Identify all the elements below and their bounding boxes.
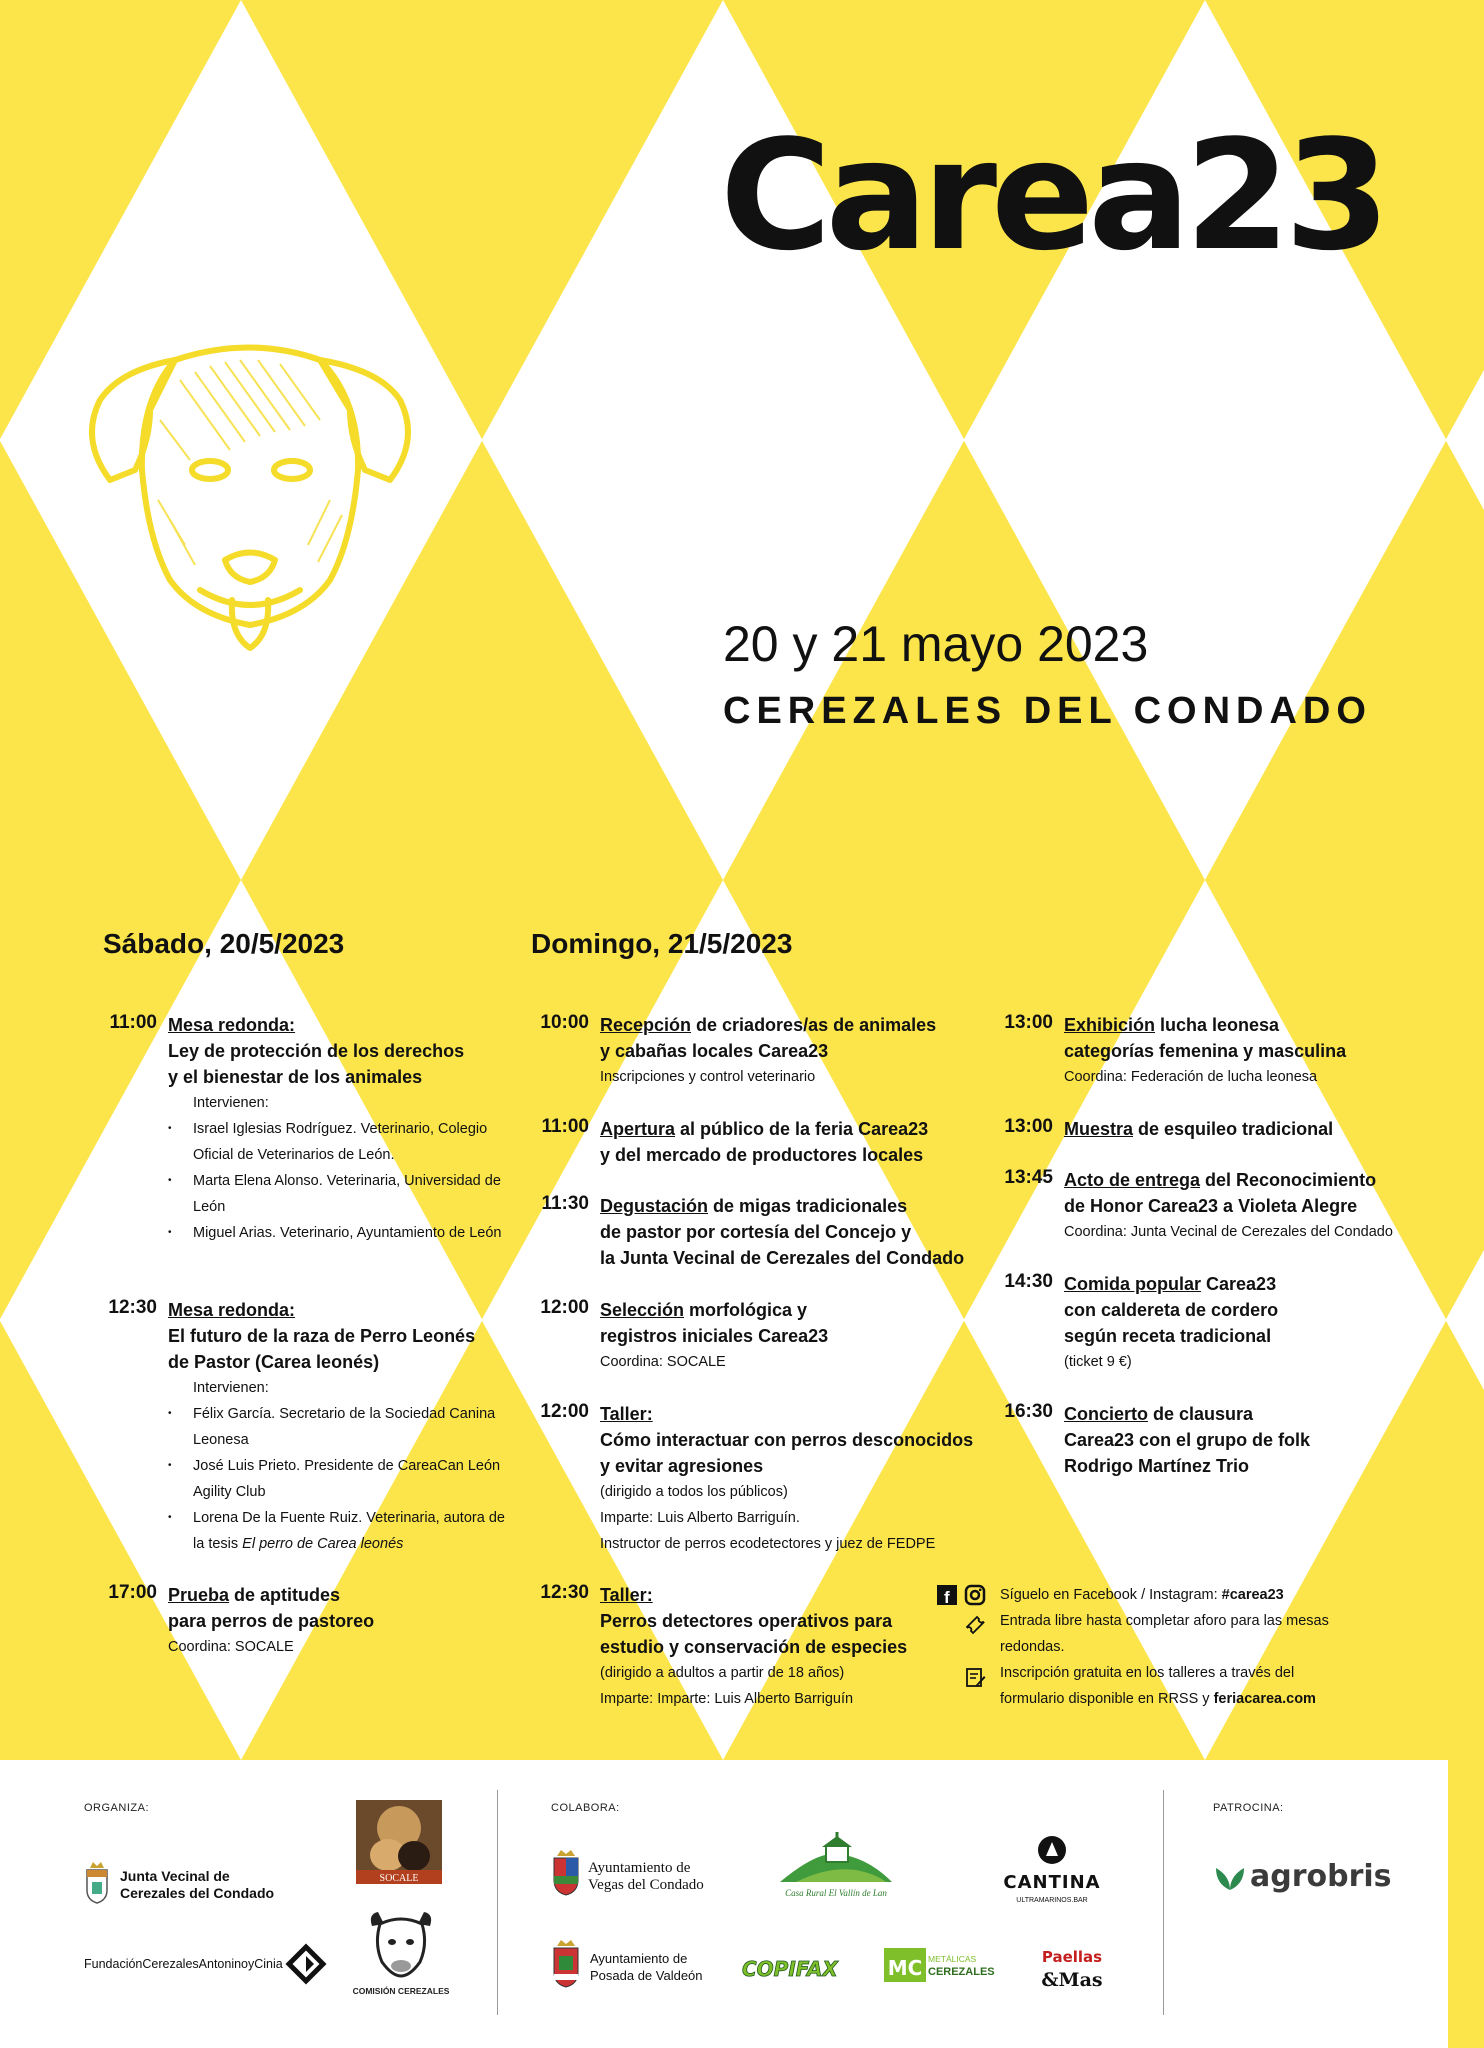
- workshop-info: [1000, 1660, 1330, 1712]
- event-time: 11:30: [541, 1193, 589, 1214]
- instagram-icon: [964, 1584, 986, 1606]
- event-line: con caldereta de cordero: [1064, 1300, 1279, 1320]
- paellas-line2: &Mas: [1041, 1969, 1103, 1991]
- cantina-sub: ULTRAMARINOS.BAR: [1016, 1897, 1088, 1904]
- entry-text: Entrada libre hasta completar aforo para las mesas redondas.: [1000, 1613, 1329, 1655]
- socale-name: SOCALE: [379, 1873, 419, 1884]
- event-keyword: Recepción: [600, 1015, 692, 1035]
- vegas-logo: [588, 1860, 704, 1894]
- vegas-line: Ayuntamiento de: [588, 1860, 691, 1876]
- speaker-item: • Félix García. Secretario de la Sociedad Canina Leonesa: [193, 1401, 508, 1453]
- event-time: 11:00: [541, 1116, 589, 1137]
- event-rest: morfológica y: [684, 1300, 808, 1320]
- mc-sub1: METÁLICAS: [928, 1954, 977, 1964]
- event-note: (ticket 9 €): [1064, 1354, 1132, 1370]
- event-line: Rodrigo Martínez Trio: [1064, 1456, 1250, 1476]
- workshop-text: Inscripción gratuita en los talleres a través del formulario disponible en RRSS y: [1000, 1665, 1295, 1707]
- event-line: Carea23 con el grupo de folk: [1064, 1430, 1311, 1450]
- casa-rural-logo: [776, 1832, 896, 1902]
- event-rest: de aptitudes: [229, 1585, 341, 1605]
- mc-mark: MC: [887, 1956, 923, 1980]
- social-text: Síguelo en Facebook / Instagram:: [1000, 1587, 1222, 1603]
- event-line: de Pastor (Carea leonés): [168, 1352, 380, 1372]
- event-rest: al público de la feria Carea23: [675, 1119, 929, 1139]
- event-keyword: Mesa redonda:: [168, 1015, 296, 1035]
- event-location: CEREZALES DEL CONDADO: [723, 690, 1372, 732]
- sponsors-footer: [0, 1760, 1448, 2048]
- event-rest: lucha leonesa: [1155, 1015, 1280, 1035]
- event-note: Coordina: SOCALE: [168, 1639, 294, 1655]
- organiza-label: ORGANIZA:: [84, 1802, 150, 1814]
- patrocina-label: PATROCINA:: [1213, 1802, 1284, 1814]
- event-time: 12:00: [540, 1297, 589, 1318]
- event-time: 17:00: [108, 1582, 157, 1603]
- copifax-name: COPIFAX: [742, 1957, 838, 1981]
- event-time: 16:30: [1004, 1401, 1053, 1422]
- event-line: y cabañas locales Carea23: [600, 1041, 829, 1061]
- event-rest: Carea23: [1201, 1274, 1277, 1294]
- website-link[interactable]: feriacarea.com: [1213, 1691, 1316, 1707]
- speaker-text: Lorena De la Fuente Ruiz. Veterinaria, autora de la tesis: [193, 1510, 505, 1552]
- event-dates: 20 y 21 mayo 2023: [723, 616, 1149, 672]
- event-time: 12:30: [108, 1297, 157, 1318]
- facebook-icon: [936, 1584, 958, 1606]
- cantina-name: CANTINA: [1003, 1872, 1101, 1893]
- event-time: 11:00: [109, 1012, 157, 1033]
- event-time: 12:00: [540, 1401, 589, 1422]
- event-rest: del Reconocimiento: [1200, 1170, 1377, 1190]
- speaker-item: • Miguel Arias. Veterinario, Ayuntamiento de León: [193, 1220, 508, 1246]
- junta-logo: [120, 1868, 274, 1902]
- saturday-heading: Sábado, 20/5/2023: [103, 928, 345, 959]
- event-title: Carea23: [720, 107, 1385, 284]
- background-diamond: [1446, 1760, 1484, 2048]
- event-line: y evitar agresiones: [600, 1456, 764, 1476]
- form-icon: [964, 1666, 986, 1688]
- junta-crest-icon: [84, 1860, 110, 1904]
- thesis-title: El perro de Carea leonés: [242, 1536, 404, 1552]
- vegas-line: Vegas del Condado: [588, 1877, 704, 1893]
- speaker-item: • Marta Elena Alonso. Veterinaria, Universidad de León: [193, 1168, 508, 1220]
- event-note: Coordina: Junta Vecinal de Cerezales del Condado: [1064, 1224, 1393, 1240]
- posada-line: Posada de Valdeón: [590, 1968, 703, 1983]
- event-note: Imparte: Luis Alberto Barriguín.: [600, 1510, 800, 1526]
- footer-divider: [497, 1790, 498, 2015]
- event-keyword: Taller:: [600, 1585, 653, 1605]
- fundacion-mark-icon: [286, 1944, 326, 1984]
- posada-logo: [590, 1950, 703, 1984]
- event-rest: de clausura: [1148, 1404, 1254, 1424]
- event-keyword: Exhibición: [1064, 1015, 1156, 1035]
- event-line: de pastor por cortesía del Concejo y: [600, 1222, 912, 1242]
- vegas-crest-icon: [551, 1848, 581, 1896]
- facebook-glyph: f: [944, 1588, 950, 1607]
- social-info: [944, 1582, 1330, 1608]
- speaker-list: [168, 1401, 508, 1557]
- event-note: Inscripciones y control veterinario: [600, 1069, 816, 1085]
- junta-line: Junta Vecinal de: [120, 1868, 230, 1884]
- event-keyword: Mesa redonda:: [168, 1300, 296, 1320]
- event-keyword: Acto de entrega: [1064, 1170, 1201, 1190]
- social-hashtag: #carea23: [1221, 1587, 1284, 1603]
- event-keyword: Comida popular: [1064, 1274, 1202, 1294]
- entry-info: [1000, 1608, 1330, 1660]
- background-diamond: [1446, 0, 1484, 880]
- event-time: 14:30: [1004, 1271, 1053, 1292]
- footer-divider: [1163, 1790, 1164, 2015]
- event-keyword: Concierto: [1064, 1404, 1149, 1424]
- event-rest: de esquileo tradicional: [1133, 1119, 1334, 1139]
- junta-line: Cerezales del Condado: [120, 1885, 275, 1901]
- event-time: 10:00: [540, 1012, 589, 1033]
- event-time: 13:45: [1004, 1167, 1053, 1188]
- event-keyword: Taller:: [600, 1404, 653, 1424]
- event-note: (dirigido a todos los públicos): [600, 1484, 788, 1500]
- event-line: Ley de protección de los derechos: [168, 1041, 465, 1061]
- event-rest: de migas tradicionales: [708, 1196, 908, 1216]
- posada-line: Ayuntamiento de: [590, 1951, 688, 1966]
- event-keyword: Prueba: [168, 1585, 230, 1605]
- event-line: El futuro de la raza de Perro Leonés: [168, 1326, 476, 1346]
- event-line: y del mercado de productores locales: [600, 1145, 924, 1165]
- speaker-item: • Israel Iglesias Rodríguez. Veterinario, Colegio Oficial de Veterinarios de León.: [193, 1116, 508, 1168]
- event-keyword: Apertura: [600, 1119, 676, 1139]
- colabora-label: COLABORA:: [551, 1802, 620, 1814]
- mc-metalicas-logo: [884, 1944, 996, 1986]
- comision-name: COMISIÓN CEREZALES: [352, 1986, 450, 1996]
- event-keyword: Muestra: [1064, 1119, 1134, 1139]
- event-keyword: Degustación: [600, 1196, 709, 1216]
- mc-sub2: CEREZALES: [928, 1966, 995, 1978]
- event-note: Coordina: SOCALE: [600, 1354, 726, 1370]
- event-line: la Junta Vecinal de Cerezales del Condado: [600, 1248, 965, 1268]
- paellas-logo: [1040, 1938, 1104, 1998]
- speakers-label: Intervienen:: [193, 1380, 269, 1396]
- event-note: Imparte: Imparte: Luis Alberto Barriguín: [600, 1691, 854, 1707]
- event-line: de Honor Carea23 a Violeta Alegre: [1064, 1196, 1358, 1216]
- event-time: 13:00: [1004, 1116, 1053, 1137]
- event-time: 12:30: [540, 1582, 589, 1603]
- comision-logo: [352, 1910, 450, 2000]
- posada-crest-icon: [551, 1938, 581, 1988]
- event-time: 13:00: [1004, 1012, 1053, 1033]
- event-line: registros iniciales Carea23: [600, 1326, 829, 1346]
- speaker-list: [168, 1116, 508, 1246]
- agrobris-logo: agrobris: [1250, 1859, 1392, 1894]
- sunday-heading: Domingo, 21/5/2023: [531, 928, 793, 959]
- event-line: según receta tradicional: [1064, 1326, 1272, 1346]
- event-note: Coordina: Federación de lucha leonesa: [1064, 1069, 1318, 1085]
- event-rest: de criadores/as de animales: [691, 1015, 937, 1035]
- cantina-logo: [1000, 1834, 1104, 1906]
- event-line: categorías femenina y masculina: [1064, 1041, 1347, 1061]
- speakers-label: Intervienen:: [193, 1095, 269, 1111]
- event-line: Perros detectores operativos para: [600, 1611, 893, 1631]
- fundacion-logo: FundaciónCerezalesAntoninoyCinia: [84, 1957, 283, 1971]
- casa-rural-name: Casa Rural El Vallín de Lan: [785, 1888, 887, 1898]
- event-line: estudio y conservación de especies: [600, 1637, 908, 1657]
- event-line: y el bienestar de los animales: [168, 1067, 423, 1087]
- paellas-line1: Paellas: [1041, 1948, 1103, 1966]
- socale-logo: [356, 1800, 442, 1884]
- event-note: (dirigido a adultos a partir de 18 años): [600, 1665, 845, 1681]
- copifax-logo: [738, 1946, 848, 1986]
- speaker-item: [193, 1505, 508, 1557]
- event-line: Cómo interactuar con perros desconocidos: [600, 1430, 974, 1450]
- speaker-item: • José Luis Prieto. Presidente de CareaCan León Agility Club: [193, 1453, 508, 1505]
- event-line: para perros de pastoreo: [168, 1611, 375, 1631]
- event-note: Instructor de perros ecodetectores y juez de FEDPE: [600, 1536, 936, 1552]
- agrobris-leaf-icon: [1214, 1864, 1246, 1894]
- dog-illustration: [80, 330, 420, 660]
- event-keyword: Selección: [600, 1300, 685, 1320]
- ticket-icon: [964, 1614, 986, 1636]
